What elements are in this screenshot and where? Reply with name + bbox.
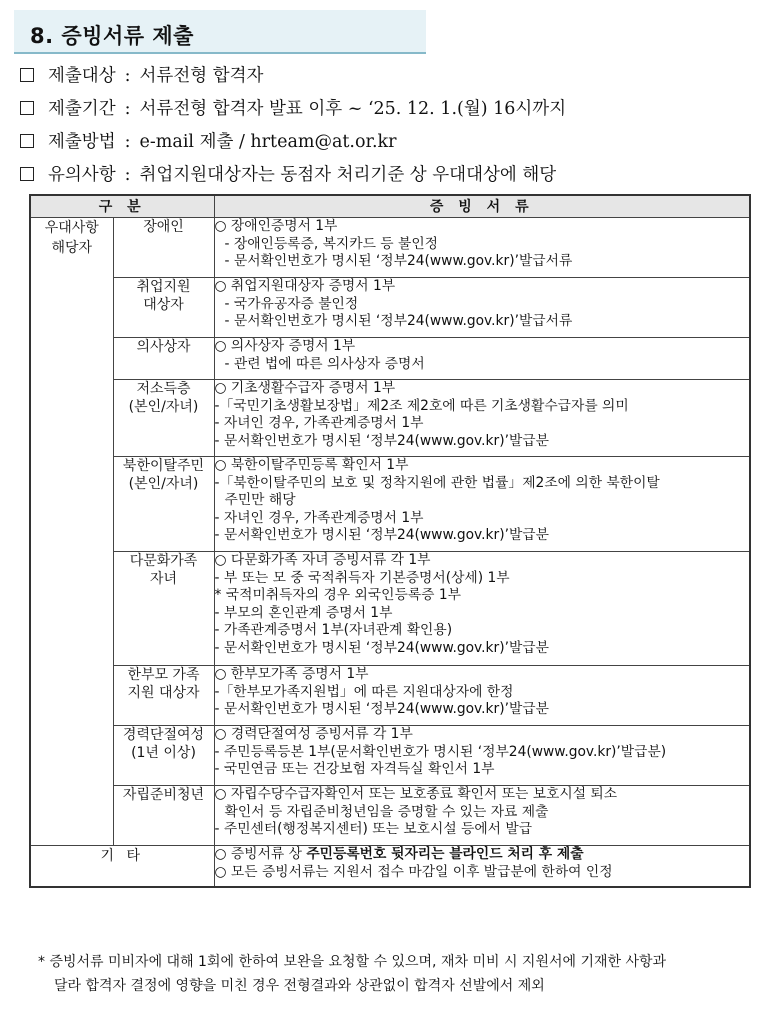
sub-career-break-women [113,726,214,786]
doc-line: ○ 취업지원대상자 증명서 1부 [214,278,396,294]
checkbox-square-icon [20,68,34,82]
doc-text: ○ 증빙서류 상 [214,846,307,862]
sub-independence-youth [113,786,214,846]
doc-line: - 문서확인번호가 명시된 ‘정부24(www.gov.kr)’발급분 [214,432,549,449]
sub-label: 한부모 가족 [127,667,200,683]
sub-label: (본인/자녀) [128,476,199,492]
doc-line: -「국민기초생활보장법」제2조 제2호에 따른 기초생활수급자를 의미 [214,397,629,414]
doc-line: ○ 북한이탈주민등록 확인서 1부 [214,457,409,473]
table-row [30,666,750,726]
doc-line: ○ 의사상자 증명서 1부 [214,338,356,354]
doc-line: ○ 경력단절여성 증빙서류 각 1부 [214,726,413,742]
sub-multicultural [113,552,214,666]
doc-line: - 자녀인 경우, 가족관계증명서 1부 [214,509,424,526]
doc-line: - 가족관계증명서 1부(자녀관계 확인용) [214,622,453,639]
section-title-text: 증빙서류 제출 [61,24,194,48]
bullet-target [20,62,770,95]
bullet-method [20,128,770,161]
checkbox-square-icon [20,134,34,148]
doc-line: - 주민등록등본 1부(문서확인번호가 명시된 ‘정부24(www.gov.kr)’발급분) [214,743,667,760]
category-other: 기 타 [30,846,214,888]
bullet-value: 취업지원대상자는 동점자 처리기준 상 우대대상에 해당 [139,165,557,185]
doc-line: - 문서확인번호가 명시된 ‘정부24(www.gov.kr)’발급분 [214,639,549,656]
category-line: 우대사항 [44,220,99,236]
doc-line: - 문서확인번호가 명시된 ‘정부24(www.gov.kr)’발급서류 [224,313,573,330]
docs-low-income [214,380,750,457]
header-documents: 증 빙 서 류 [214,195,750,218]
doc-line: 주민만 해당 [224,492,296,509]
doc-line: - 국가유공자증 불인정 [224,295,359,312]
doc-line: - 장애인등록증, 복지카드 등 불인정 [224,235,438,252]
docs-career-break-women [214,726,750,786]
table-row [30,338,750,380]
docs-multicultural [214,552,750,666]
bullet-label: 제출대상 [48,66,116,86]
checkbox-square-icon [20,167,34,181]
section-header [14,10,426,54]
doc-line: ○ 장애인증명서 1부 [214,218,338,234]
doc-line: 확인서 등 자립준비청년임을 증명할 수 있는 자료 제출 [224,803,549,820]
sub-label: 저소득층 [136,381,191,397]
sub-label: 취업지원 [136,279,191,295]
docs-righteous [214,338,750,380]
bullet-value: 서류전형 합격자 발표 이후 ~ ‘25. 12. 1.(월) 16시까지 [139,99,567,119]
sub-label: 의사상자 [136,339,191,355]
doc-line: ○ 자립수당수급자확인서 또는 보호종료 확인서 또는 보호시설 퇴소 [214,786,618,802]
sub-righteous [113,338,214,380]
checkbox-square-icon [20,101,34,115]
doc-line: - 주민센터(행정복지센터) 또는 보호시설 등에서 발급 [214,821,533,838]
table-row [30,278,750,338]
sub-label: 장애인 [143,219,184,235]
table-row [30,786,750,846]
documents-table [29,194,751,888]
table-header-row [30,195,750,218]
bullet-label: 제출기간 [48,99,116,119]
docs-independence-youth [214,786,750,846]
sub-single-parent [113,666,214,726]
doc-line: - 관련 법에 따른 의사상자 증명서 [224,355,425,372]
sub-disabled [113,218,214,278]
sub-label: 경력단절여성 [122,727,205,743]
sub-label: (1년 이상) [131,745,196,761]
bullet-value: 서류전형 합격자 [139,66,264,86]
doc-line [215,846,750,864]
header-category: 구 분 [30,195,214,218]
footnote-line: * 증빙서류 미비자에 대해 1회에 한하여 보완을 요청할 수 있으며, 재차 미비 시 지원서에 기재한 사항과 [38,954,667,970]
bullet-period [20,95,770,128]
table-row [30,552,750,666]
category-line: 해당자 [51,240,93,256]
doc-line: - 문서확인번호가 명시된 ‘정부24(www.gov.kr)’발급서류 [224,253,573,270]
footnote [38,950,768,998]
doc-text-bold: 주민등록번호 뒷자리는 블라인드 처리 후 제출 [306,846,584,862]
bullet-colon: : [124,66,131,86]
docs-single-parent [214,666,750,726]
doc-line: ○ 모든 증빙서류는 지원서 접수 마감일 이후 발급분에 한하여 인정 [214,863,613,880]
sub-label: 대상자 [143,297,184,313]
doc-line: - 문서확인번호가 명시된 ‘정부24(www.gov.kr)’발급분 [214,527,549,544]
sub-label: 다문화가족 [129,553,198,569]
bullet-label: 제출방법 [48,132,116,152]
table-row [30,726,750,786]
doc-line: - 부 또는 모 중 국적취득자 기본증명서(상세) 1부 [214,569,510,586]
submission-info-list [20,62,770,194]
sub-employment-support [113,278,214,338]
bullet-label: 유의사항 [48,165,116,185]
footnote-line: 달라 합격자 결정에 영향을 미친 경우 전형결과와 상관없이 합격자 선발에서 제외 [54,978,545,994]
doc-line: ○ 기초생활수급자 증명서 1부 [214,380,396,396]
sub-north-korean-defector [113,457,214,552]
doc-line: - 국민연금 또는 건강보험 자격득실 확인서 1부 [214,761,495,778]
table-row [30,218,750,278]
table-row-other [30,846,750,888]
section-title [30,20,194,50]
sub-label: (본인/자녀) [128,399,199,415]
doc-line: -「한부모가족지원법」에 따른 지원대상자에 한정 [214,683,514,700]
doc-line: * 국적미취득자의 경우 외국인등록증 1부 [214,587,461,604]
bullet-notice [20,161,770,194]
doc-line: -「북한이탈주민의 보호 및 정착지원에 관한 법률」제2조에 의한 북한이탈 [214,474,660,491]
table-row [30,457,750,552]
docs-employment-support [214,278,750,338]
docs-north-korean-defector [214,457,750,552]
sub-low-income [113,380,214,457]
bullet-value: e-mail 제출 / hrteam@at.or.kr [139,132,397,152]
bullet-colon: : [124,132,131,152]
sub-label: 지원 대상자 [127,685,200,701]
docs-other [214,846,750,888]
section-number: 8. [30,24,54,48]
doc-line: ○ 한부모가족 증명서 1부 [214,666,369,682]
sub-label: 자립준비청년 [122,787,205,803]
bullet-colon: : [124,165,131,185]
sub-label: 북한이탈주민 [122,458,205,474]
sub-label: 자녀 [149,571,178,587]
bullet-colon: : [124,99,131,119]
doc-line: - 문서확인번호가 명시된 ‘정부24(www.gov.kr)’발급분 [214,701,549,718]
doc-line: - 부모의 혼인관계 증명서 1부 [214,604,393,621]
docs-disabled [214,218,750,278]
category-preferential [30,218,113,846]
doc-line: - 자녀인 경우, 가족관계증명서 1부 [214,415,424,432]
doc-line: ○ 다문화가족 자녀 증빙서류 각 1부 [214,552,431,568]
table-row [30,380,750,457]
